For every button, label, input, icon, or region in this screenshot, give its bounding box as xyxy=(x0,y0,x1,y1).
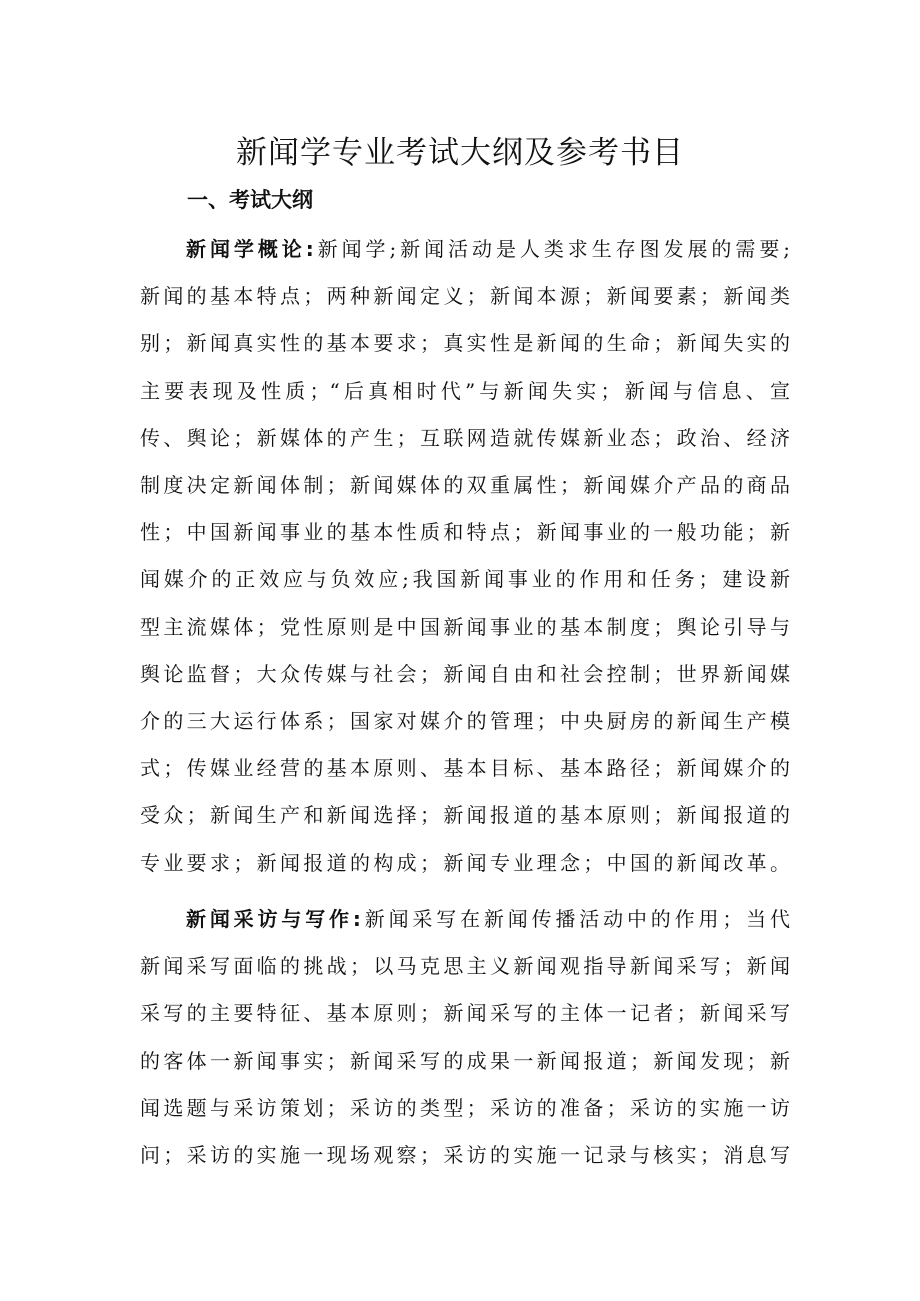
paragraph-line: 别；新闻真实性的基本要求；真实性是新闻的生命；新闻失实的 xyxy=(140,331,790,356)
paragraph-lead: 新闻学概论: xyxy=(186,237,314,261)
paragraph-line: 闻媒介的正效应与负效应;我国新闻事业的作用和任务；建设新 xyxy=(140,567,790,592)
paragraph-line-text: 新闻采写在新闻传播活动中的作用；当代 xyxy=(360,907,791,931)
paragraph-line: 专业要求；新闻报道的构成；新闻专业理念；中国的新闻改革。 xyxy=(140,850,790,875)
paragraph-line: 性；中国新闻事业的基本性质和特点；新闻事业的一般功能；新 xyxy=(140,520,790,545)
paragraph-line: 型主流媒体；党性原则是中国新闻事业的基本制度；舆论引导与 xyxy=(140,614,790,639)
paragraph-line: 受众；新闻生产和新闻选择；新闻报道的基本原则；新闻报道的 xyxy=(140,803,790,828)
document-title: 新闻学专业考试大纲及参考书目 xyxy=(236,134,684,171)
paragraph-line xyxy=(140,896,790,943)
paragraph-line: 问；采访的实施一现场观察；采访的实施一记录与核实；消息写 xyxy=(140,1143,790,1168)
paragraph-lead: 新闻采访与写作: xyxy=(186,907,361,931)
paragraph-line: 新闻采写面临的挑战；以马克思主义新闻观指导新闻采写；新闻 xyxy=(140,954,790,979)
paragraph-line: 采写的主要特征、基本原则；新闻采写的主体一记者；新闻采写 xyxy=(140,1001,790,1026)
paragraph-line: 制度决定新闻体制；新闻媒体的双重属性；新闻媒介产品的商品 xyxy=(140,473,790,498)
paragraph-line: 的客体一新闻事实；新闻采写的成果一新闻报道；新闻发现；新 xyxy=(140,1048,790,1073)
paragraph-line: 新闻的基本特点；两种新闻定义；新闻本源；新闻要素；新闻类 xyxy=(140,284,790,309)
paragraph-line: 主要表现及性质；“后真相时代”与新闻失实；新闻与信息、宣 xyxy=(140,378,790,403)
paragraph-line: 舆论监督；大众传媒与社会；新闻自由和社会控制；世界新闻媒 xyxy=(140,661,790,686)
paragraph-journalism-intro xyxy=(140,226,790,887)
paragraph-line: 式；传媒业经营的基本原则、基本目标、基本路径；新闻媒介的 xyxy=(140,756,790,781)
paragraph-line: 闻选题与采访策划；采访的类型；采访的准备；采访的实施一访 xyxy=(140,1095,790,1120)
paragraph-news-interview-writing xyxy=(140,896,790,1179)
section-heading: 一、考试大纲 xyxy=(187,188,313,212)
paragraph-line: 传、舆论；新媒体的产生；互联网造就传媒新业态；政治、经济 xyxy=(140,425,790,450)
paragraph-line: 介的三大运行体系；国家对媒介的管理；中央厨房的新闻生产模 xyxy=(140,709,790,734)
paragraph-line-text: 新闻学;新闻活动是人类求生存图发展的需要; xyxy=(313,237,790,261)
paragraph-line xyxy=(140,226,790,273)
